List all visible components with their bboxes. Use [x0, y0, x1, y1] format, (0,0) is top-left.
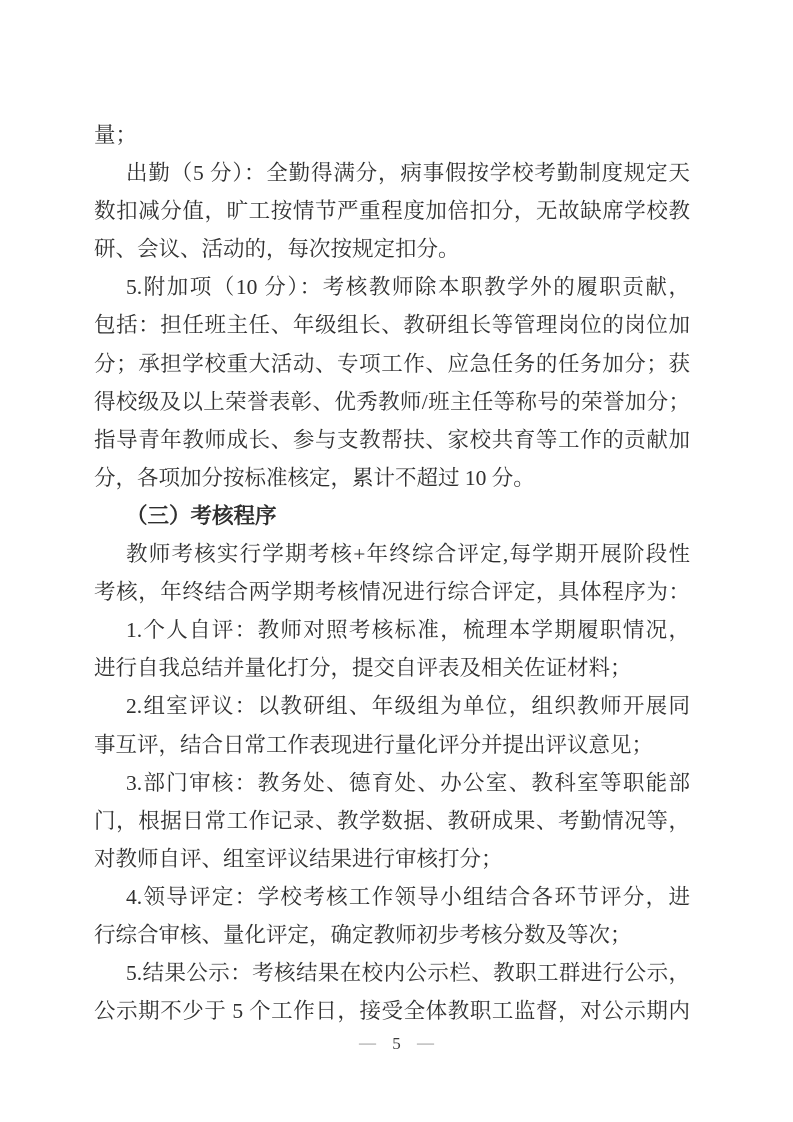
- text-line: 2.组室评议：以教研组、年级组为单位，组织教师开展同: [126, 694, 690, 719]
- text-line: 研、会议、活动的，每次按规定扣分。: [94, 237, 460, 262]
- text-line: 进行自我总结并量化打分，提交自评表及相关佐证材料；: [94, 656, 632, 681]
- text-line: 分，各项加分按标准核定，累计不超过 10 分。: [94, 465, 535, 490]
- text-line: 门，根据日常工作记录、教学数据、教研成果、考勤情况等，: [94, 808, 690, 833]
- text-line: 教师考核实行学期考核+年终综合评定,每学期开展阶段性: [126, 542, 690, 567]
- text-line: 1.个人自评：教师对照考核标准，梳理本学期履职情况，: [126, 618, 690, 643]
- text-line: 行综合审核、量化评定，确定教师初步考核分数及等次；: [94, 922, 632, 947]
- text-line: 事互评，结合日常工作表现进行量化评分并提出评议意见；: [94, 732, 654, 757]
- text-line: 出勤（5 分）：全勤得满分，病事假按学校考勤制度规定天: [126, 161, 690, 186]
- text-line: 对教师自评、组室评议结果进行审核打分；: [94, 846, 503, 871]
- text-line: 指导青年教师成长、参与支教帮扶、家校共育等工作的贡献加: [94, 427, 690, 452]
- document-body: [94, 116, 690, 1030]
- text-line: 得校级及以上荣誉表彰、优秀教师/班主任等称号的荣誉加分；: [94, 389, 690, 414]
- text-line: 数扣减分值，旷工按情节严重程度加倍扣分，无故缺席学校教: [94, 199, 690, 224]
- text-line: 5.附加项（10 分）：考核教师除本职教学外的履职贡献，: [126, 275, 690, 300]
- text-line: 公示期不少于 5 个工作日，接受全体教职工监督，对公示期内: [94, 999, 690, 1024]
- footer-dash-left: —: [359, 1033, 376, 1052]
- footer-dash-right: —: [417, 1033, 434, 1052]
- section-heading: （三）考核程序: [126, 503, 277, 528]
- text-line: 包括：担任班主任、年级组长、教研组长等管理岗位的岗位加: [94, 313, 690, 338]
- page-footer: [0, 1033, 793, 1055]
- text-line: 3.部门审核：教务处、德育处、办公室、教科室等职能部: [126, 770, 690, 795]
- text-line: 5.结果公示：考核结果在校内公示栏、教职工群进行公示，: [126, 961, 690, 986]
- text-line: 考核，年终结合两学期考核情况进行综合评定，具体程序为：: [94, 580, 690, 605]
- text-line: 量；: [94, 123, 138, 147]
- text-line: 4.领导评定：学校考核工作领导小组结合各环节评分，进: [126, 884, 690, 909]
- text-line: 分；承担学校重大活动、专项工作、应急任务的任务加分；获: [94, 351, 690, 376]
- footer-page-number: 5: [392, 1034, 401, 1053]
